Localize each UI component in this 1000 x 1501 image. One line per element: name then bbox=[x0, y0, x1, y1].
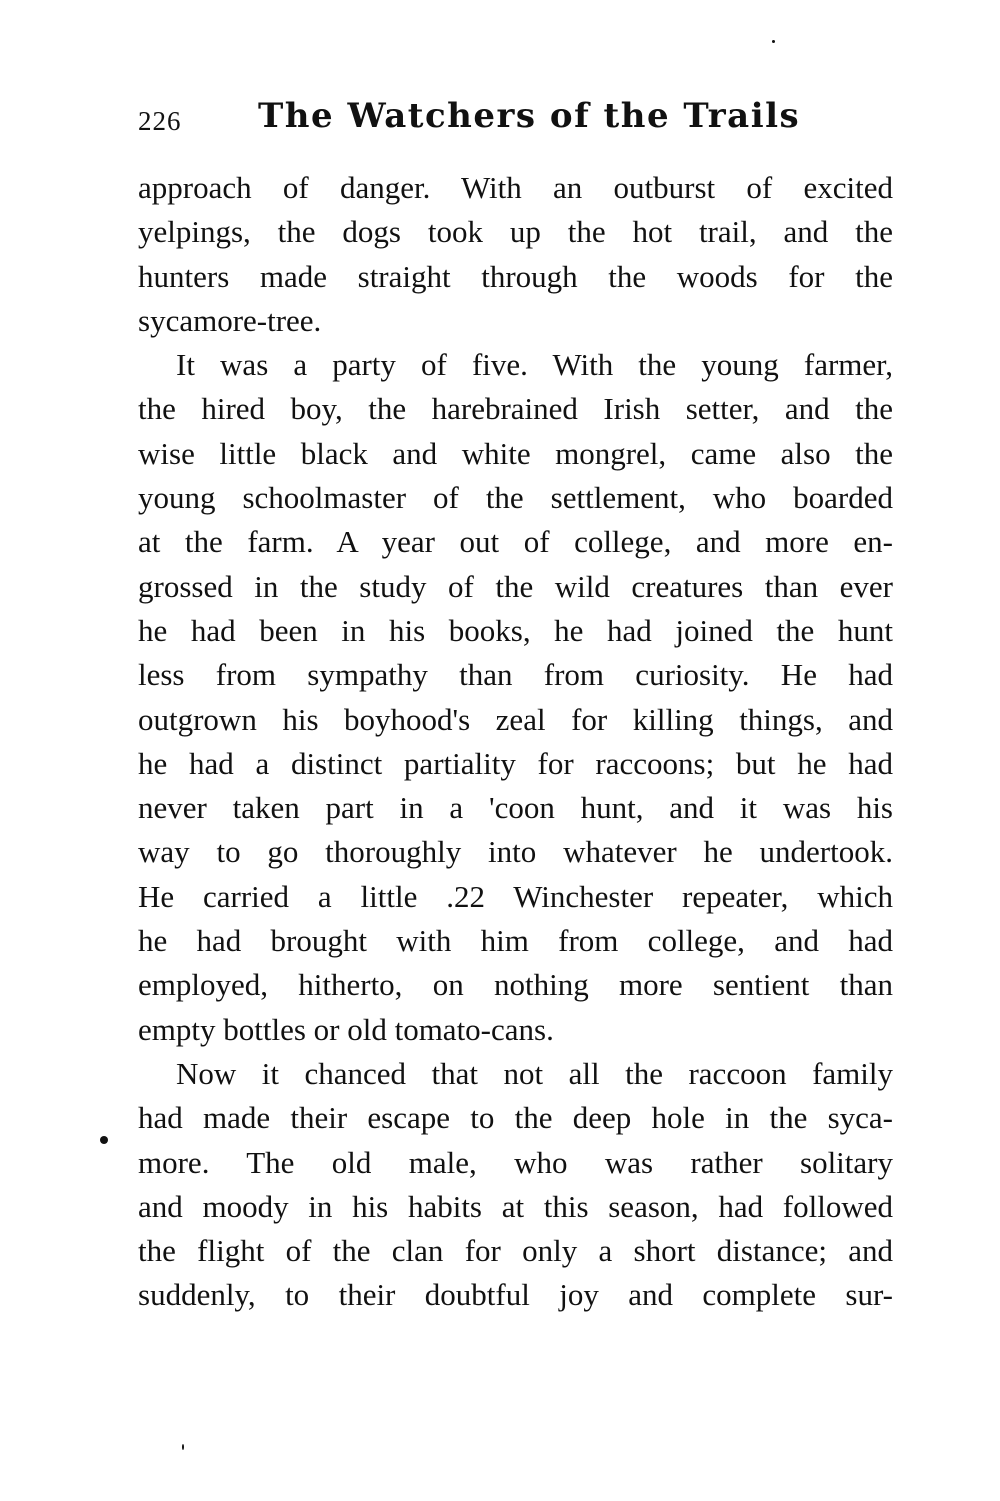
body-text bbox=[138, 166, 893, 1318]
paragraph bbox=[138, 343, 893, 1052]
text-line: Now it chanced that not all the raccoon family bbox=[176, 1055, 893, 1091]
text-line: less from sympathy than from curiosity. He had bbox=[138, 657, 893, 693]
text-line: young schoolmaster of the settlement, who boarded bbox=[138, 480, 893, 516]
scan-speck bbox=[772, 40, 775, 43]
text-line: the hired boy, the harebrained Irish setter, and the bbox=[138, 391, 893, 427]
text-line: never taken part in a 'coon hunt, and it was his bbox=[138, 790, 893, 826]
text-line: hunters made straight through the woods for the bbox=[138, 258, 893, 294]
text-line: empty bottles or old tomato-cans. bbox=[138, 1011, 554, 1047]
text-line: grossed in the study of the wild creatures than ever bbox=[138, 568, 893, 604]
text-line: he had brought with him from college, and had bbox=[138, 923, 893, 959]
text-line: the flight of the clan for only a short distance; and bbox=[138, 1233, 893, 1269]
text-line: had made their escape to the deep hole in the syca- bbox=[138, 1100, 893, 1136]
text-line: wise little black and white mongrel, came also the bbox=[138, 435, 893, 471]
paragraph bbox=[138, 166, 893, 343]
text-line: and moody in his habits at this season, had followed bbox=[138, 1188, 893, 1224]
scan-speck bbox=[100, 1136, 108, 1144]
text-line: he had a distinct partiality for raccoons; but he had bbox=[138, 745, 893, 781]
scan-speck bbox=[182, 1444, 184, 1450]
text-line: employed, hitherto, on nothing more sentient than bbox=[138, 967, 893, 1003]
text-line: at the farm. A year out of college, and more en- bbox=[138, 524, 893, 560]
text-line: he had been in his books, he had joined the hunt bbox=[138, 612, 893, 648]
text-line: suddenly, to their doubtful joy and complete sur- bbox=[138, 1277, 893, 1313]
paragraph bbox=[138, 1052, 893, 1318]
text-line: He carried a little .22 Winchester repeater, which bbox=[138, 878, 893, 914]
text-line: approach of danger. With an outburst of excited bbox=[138, 170, 893, 205]
text-line: It was a party of five. With the young farmer, bbox=[176, 347, 893, 383]
page-number: 226 bbox=[138, 106, 182, 136]
text-line: sycamore-tree. bbox=[138, 302, 322, 338]
text-line: way to go thoroughly into whatever he undertook. bbox=[138, 834, 893, 870]
running-header bbox=[138, 96, 898, 146]
text-line: yelpings, the dogs took up the hot trail, and the bbox=[138, 214, 893, 250]
text-line: outgrown his boyhood's zeal for killing things, and bbox=[138, 701, 893, 737]
running-title: The Watchers of the Trails bbox=[258, 96, 801, 136]
text-line: more. The old male, who was rather solitary bbox=[138, 1144, 893, 1180]
